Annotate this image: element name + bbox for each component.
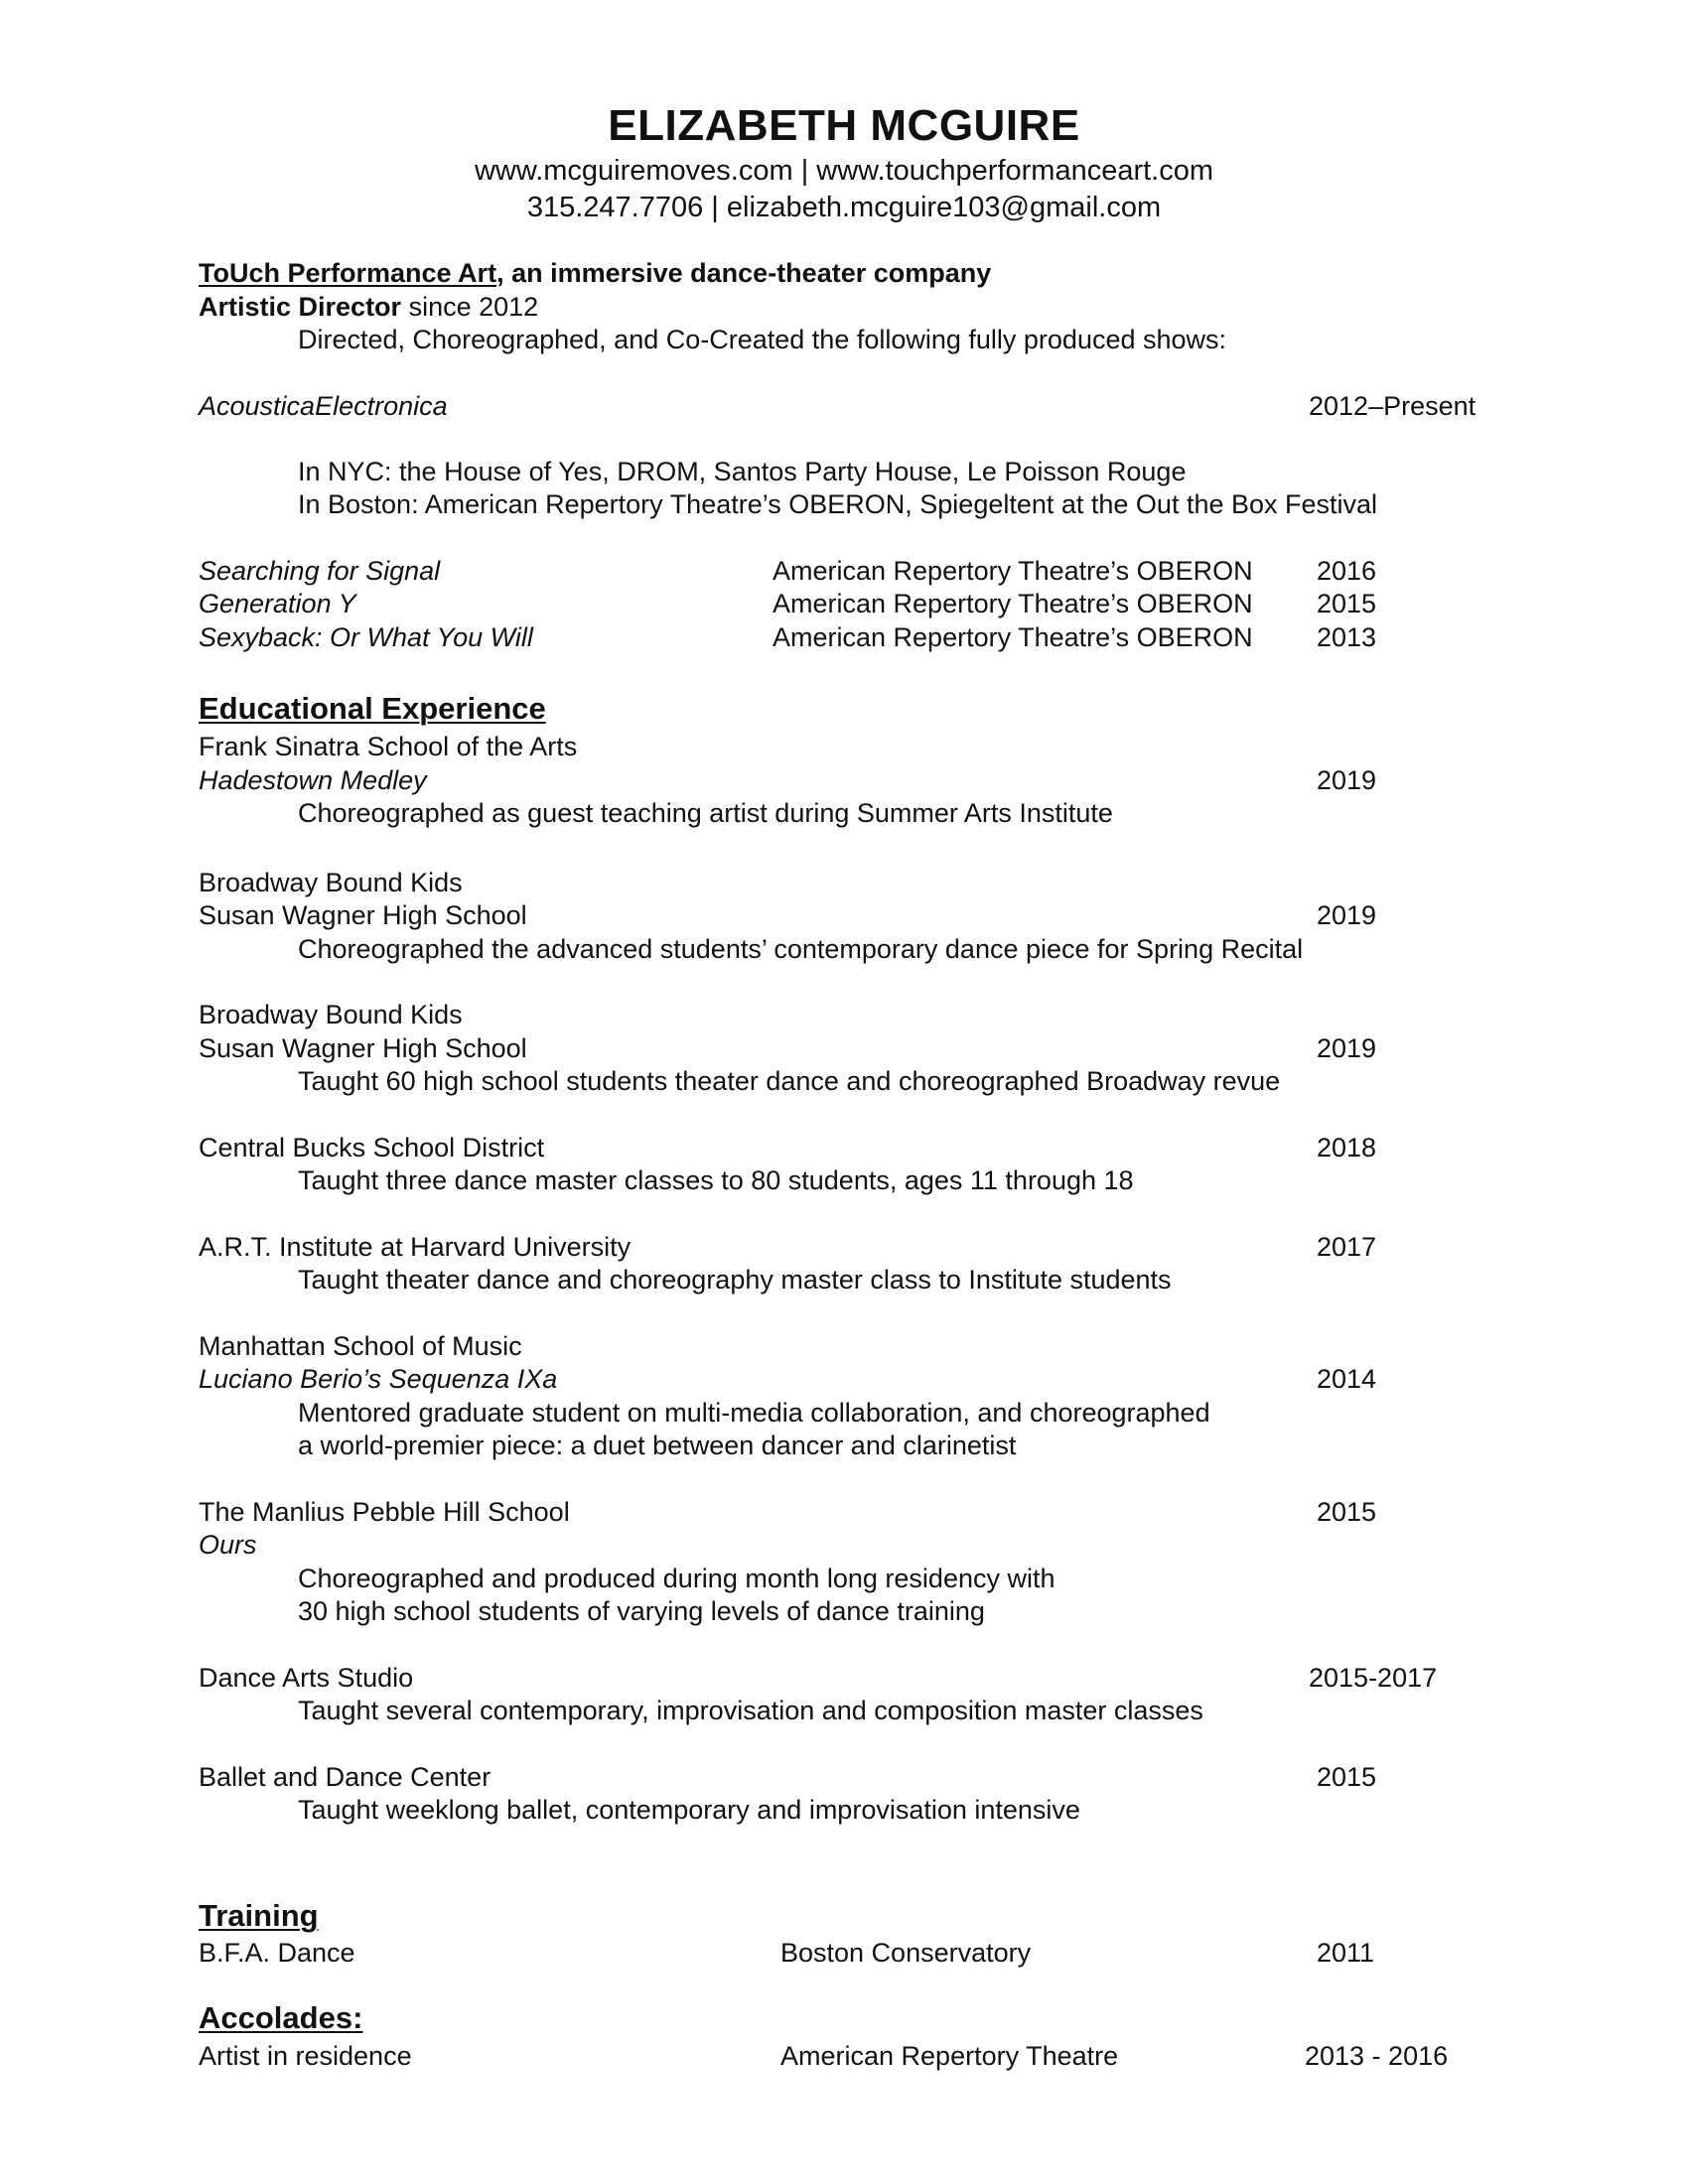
resume-name: ELIZABETH MCGUIRE — [608, 101, 1080, 150]
show-year: 2016 — [1317, 556, 1377, 586]
education-org: Broadway Bound Kids — [199, 1000, 463, 1029]
accolade-org: American Repertory Theatre — [780, 2041, 1119, 2071]
show-venue: American Repertory Theatre’s OBERON — [773, 622, 1253, 652]
company-description: Directed, Choreographed, and Co-Created the following fully produced shows: — [298, 325, 1227, 354]
education-sub: Luciano Berio’s Sequenza IXa — [199, 1364, 558, 1394]
education-year: 2014 — [1317, 1364, 1377, 1394]
education-desc: Taught several contemporary, improvisation and composition master classes — [298, 1696, 1203, 1725]
education-year: 2019 — [1317, 900, 1377, 930]
training-school: Boston Conservatory — [780, 1938, 1032, 1968]
show-title: Searching for Signal — [199, 556, 441, 586]
role-since: since 2012 — [401, 292, 539, 322]
accolades-heading: Accolades: — [199, 2000, 363, 2035]
company-heading — [199, 257, 991, 289]
show-title: Sexyback: Or What You Will — [199, 622, 533, 652]
role-line — [199, 291, 538, 323]
education-org: Dance Arts Studio — [199, 1663, 414, 1693]
education-year: 2019 — [1317, 765, 1377, 795]
company-tagline: , an immersive dance-theater company — [496, 258, 992, 288]
education-sub: Susan Wagner High School — [199, 900, 527, 930]
accolade-title: Artist in residence — [199, 2041, 412, 2071]
education-year: 2015-2017 — [1309, 1663, 1438, 1693]
education-desc: Mentored graduate student on multi-media collaboration, and choreographed — [298, 1398, 1210, 1428]
phone-email-line: 315.247.7706 | elizabeth.mcguire103@gmail.com — [526, 192, 1162, 223]
education-desc: a world-premier piece: a duet between dancer and clarinetist — [298, 1431, 1017, 1460]
education-year: 2015 — [1317, 1497, 1377, 1527]
show-venue: American Repertory Theatre’s OBERON — [773, 556, 1253, 586]
main-show-venue: In Boston: American Repertory Theatre’s OBERON, Spiegeltent at the Out the Box Festival — [298, 489, 1378, 519]
education-year: 2017 — [1317, 1232, 1377, 1262]
education-desc: Choreographed the advanced students’ contemporary dance piece for Spring Recital — [298, 934, 1304, 964]
company-name: ToUch Performance Art — [199, 258, 497, 288]
education-desc: Taught theater dance and choreography master class to Institute students — [298, 1265, 1172, 1295]
education-desc: Choreographed and produced during month long residency with — [298, 1564, 1055, 1593]
main-show-title: AcousticaElectronica — [199, 391, 448, 421]
show-venue: American Repertory Theatre’s OBERON — [773, 589, 1253, 618]
websites-line: www.mcguiremoves.com | www.touchperformanceart.com — [474, 155, 1214, 187]
main-show-venue: In NYC: the House of Yes, DROM, Santos Party House, Le Poisson Rouge — [298, 457, 1187, 486]
training-degree: B.F.A. Dance — [199, 1938, 355, 1968]
education-org: Broadway Bound Kids — [199, 868, 463, 897]
education-desc: Choreographed as guest teaching artist during Summer Arts Institute — [298, 798, 1113, 828]
training-year: 2011 — [1317, 1938, 1375, 1968]
education-year: 2019 — [1317, 1033, 1377, 1063]
show-year: 2013 — [1317, 622, 1377, 652]
education-desc: Taught three dance master classes to 80 students, ages 11 through 18 — [298, 1165, 1134, 1195]
education-desc: Taught 60 high school students theater dance and choreographed Broadway revue — [298, 1066, 1281, 1096]
education-org: Ballet and Dance Center — [199, 1762, 492, 1792]
education-org: Central Bucks School District — [199, 1133, 545, 1162]
education-year: 2018 — [1317, 1133, 1377, 1162]
education-sub: Ours — [199, 1530, 257, 1560]
education-org: The Manlius Pebble Hill School — [199, 1497, 570, 1527]
education-heading: Educational Experience — [199, 691, 546, 726]
education-org: A.R.T. Institute at Harvard University — [199, 1232, 632, 1262]
training-heading: Training — [199, 1898, 319, 1933]
main-show-years: 2012–Present — [1309, 391, 1477, 421]
role-title: Artistic Director — [199, 292, 402, 322]
education-desc: Taught weeklong ballet, contemporary and improvisation intensive — [298, 1795, 1080, 1825]
education-sub: Susan Wagner High School — [199, 1033, 527, 1063]
accolade-years: 2013 - 2016 — [1305, 2041, 1449, 2071]
education-desc: 30 high school students of varying levels of dance training — [298, 1596, 985, 1626]
education-org: Manhattan School of Music — [199, 1331, 522, 1361]
show-year: 2015 — [1317, 589, 1377, 618]
education-year: 2015 — [1317, 1762, 1377, 1792]
education-org: Frank Sinatra School of the Arts — [199, 732, 578, 761]
education-sub: Hadestown Medley — [199, 765, 427, 795]
show-title: Generation Y — [199, 589, 356, 618]
